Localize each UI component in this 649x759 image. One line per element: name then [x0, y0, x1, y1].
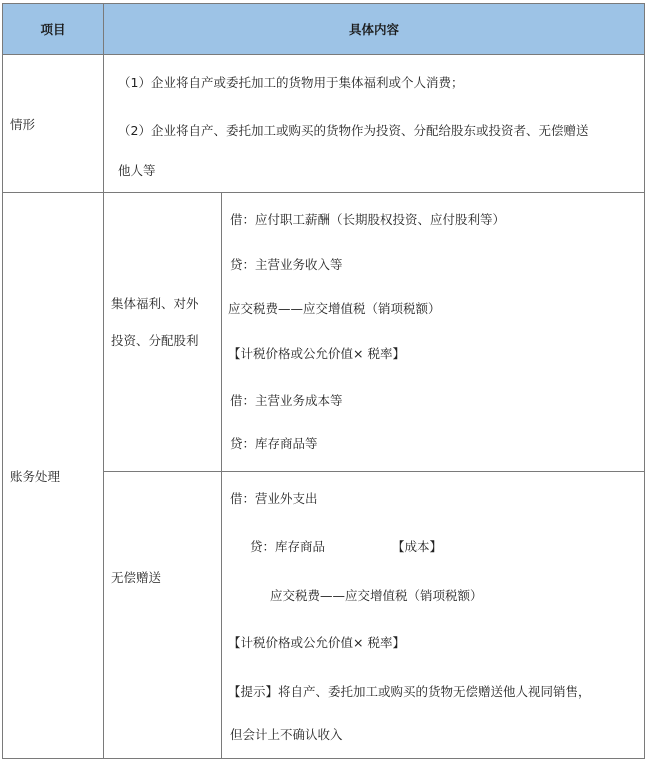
header-item: 项目 — [3, 4, 104, 55]
group1-line-debit: 借：应付职工薪酬（长期股权投资、应付股利等） — [230, 212, 506, 227]
group1-content — [222, 193, 645, 472]
situation-content — [104, 55, 645, 193]
group1-label — [104, 193, 222, 472]
group2-content — [222, 472, 645, 759]
group2-line-tip-a: 【提示】将自产、委托加工或购买的货物无偿赠送他人视同销售， — [228, 684, 591, 699]
accounting-table — [2, 3, 645, 759]
situation-label: 情形 — [3, 55, 104, 193]
table-row-accounting-1 — [3, 193, 645, 472]
group1-line-inventory: 贷：库存商品等 — [230, 436, 318, 451]
group1-line-credit: 贷：主营业务收入等 — [230, 257, 343, 272]
situation-line-1: （1）企业将自产或委托加工的货物用于集体福利或个人消费； — [118, 75, 464, 90]
group2-line-debit: 借：营业外支出 — [230, 491, 318, 506]
group2-line-note: 【计税价格或公允价值× 税率】 — [228, 635, 405, 650]
group1-label-line-2: 投资、分配股利 — [111, 333, 199, 348]
situation-line-2a: （2）企业将自产、委托加工或购买的货物作为投资、分配给股东或投资者、无偿赠送 — [118, 123, 589, 138]
accounting-label: 账务处理 — [3, 193, 104, 759]
group2-line-tip-b: 但会计上不确认收入 — [230, 727, 343, 742]
situation-line-2b: 他人等 — [118, 163, 156, 178]
group1-line-cost: 借：主营业务成本等 — [230, 393, 343, 408]
group1-line-note: 【计税价格或公允价值× 税率】 — [228, 346, 405, 361]
group2-line-cost-note: 【成本】 — [392, 539, 443, 554]
group2-label-text: 无偿赠送 — [111, 570, 162, 585]
group2-line-tax: 应交税费——应交增值税（销项税额） — [270, 588, 483, 603]
group2-label — [104, 472, 222, 759]
group2-line-credit: 贷：库存商品 — [250, 539, 326, 554]
table-row-situation — [3, 55, 645, 193]
header-content: 具体内容 — [104, 4, 645, 55]
group1-line-tax: 应交税费——应交增值税（销项税额） — [228, 301, 441, 316]
table-header-row — [3, 4, 645, 55]
group1-label-line-1: 集体福利、对外 — [111, 296, 199, 311]
